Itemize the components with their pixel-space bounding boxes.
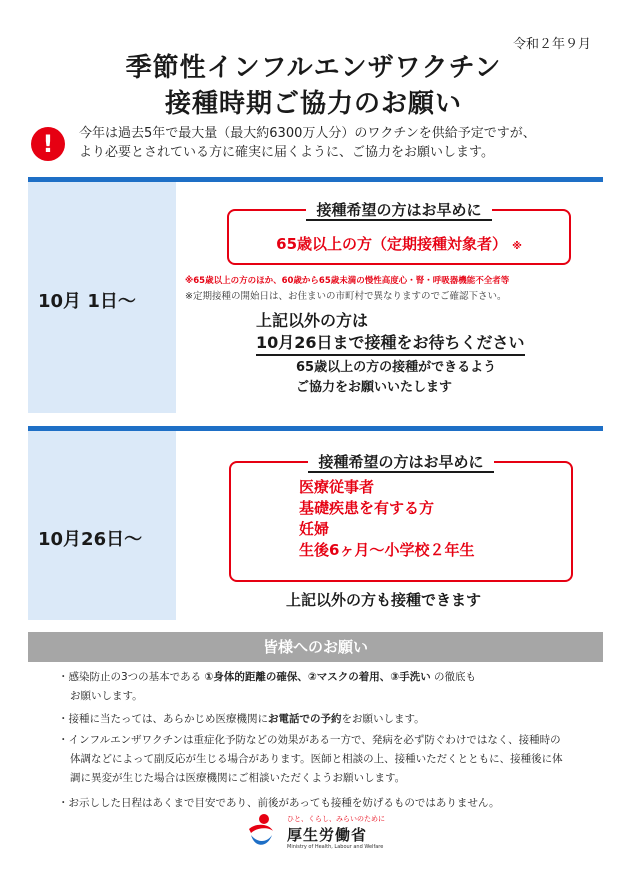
priority-item-healthcare: 医療従事者: [299, 478, 375, 496]
date-column: [28, 182, 176, 413]
priority-item-conditions: 基礎疾患を有する方: [299, 499, 435, 517]
priority-box: [227, 201, 571, 265]
requests-heading: 皆様へのお願い: [28, 632, 603, 662]
page-title-line2: 接種時期ご協力のお願い: [164, 89, 462, 119]
footnote: ※定期接種の開始日は、お住まいの市町村で異なりますのでご確認下さい。: [185, 291, 507, 302]
issue-date: 令和２年９月: [512, 37, 591, 52]
intro-line1: 今年は過去5年で最大量（最大約6300万人分）のワクチンを供給予定ですが、: [79, 126, 536, 141]
request-item-side-effects: ・インフルエンザワクチンは重症化予防などの効果がある一方で、発病を必ず防ぐわけではなく、接種時の 体調などによって副反応が生じる場合があります。医師と相談の上、接種いただくとともに、接種後に体 調に異変が生じた場合は医療機関にご相談いただくようお願いします。: [58, 734, 563, 784]
request-item-reservation: ・接種に当たっては、あらかじめ医療機関にお電話での予約をお願いします。: [58, 713, 425, 725]
footnote-mark: ※: [512, 241, 522, 252]
date-label: 10月26日～: [38, 529, 143, 550]
others-wait-message: 10月26日まで接種をお待ちください: [256, 330, 525, 356]
prevention-basics: ①身体的距離の確保、②マスクの着用、③手洗い: [204, 671, 431, 683]
intro-text: [79, 124, 599, 162]
content-column: [176, 431, 603, 620]
others-heading: 上記以外の方は: [256, 311, 369, 330]
date-label: 10月 1日～: [38, 291, 136, 312]
logo-english-name: Ministry of Health, Labour and Welfare: [287, 844, 384, 850]
priority-item-children: 生後6ヶ月～小学校２年生: [299, 541, 475, 559]
priority-group: 65歳以上の方（定期接種対象者）: [276, 235, 508, 253]
phone-reservation: お電話での予約: [268, 713, 342, 725]
logo-tagline: ひと、くらし、みらいのために: [287, 815, 385, 823]
intro-line2: より必要とされている方に確実に届くように、ご協力をお願いします。: [79, 145, 494, 160]
others-reason-line1: 65歳以上の方の接種ができるよう: [296, 360, 497, 375]
request-item-schedule-note: ・お示しした日程はあくまで目安であり、前後があっても接種を妨げるものではありません。: [58, 797, 500, 809]
page-title-line1: 季節性インフルエンザワクチン: [125, 53, 502, 83]
content-column: [176, 182, 603, 413]
date-column: [28, 431, 176, 620]
schedule-section-oct26: [28, 426, 603, 620]
footnote-red: ※65歳以上の方のほか、60歳から65歳未満の慢性高度心・腎・呼吸器機能不全者等: [185, 276, 510, 286]
request-item-prevention: ・感染防止の3つの基本である ①身体的距離の確保、②マスクの着用、③手洗い の徹底も お願いします。: [58, 671, 477, 702]
others-reason-line2: ご協力をお願いいたします: [296, 380, 453, 395]
others-message: 上記以外の方も接種できます: [286, 591, 482, 609]
exclamation-icon: !: [31, 127, 65, 161]
schedule-section-oct1: [28, 177, 603, 413]
logo-name: 厚生労働省: [287, 826, 368, 844]
priority-box-heading: 接種希望の方はお早めに: [306, 201, 491, 221]
priority-item-pregnant: 妊婦: [299, 520, 330, 538]
priority-box: [229, 453, 573, 582]
priority-box-heading: 接種希望の方はお早めに: [308, 453, 493, 473]
mhlw-logo-icon: [245, 813, 277, 849]
